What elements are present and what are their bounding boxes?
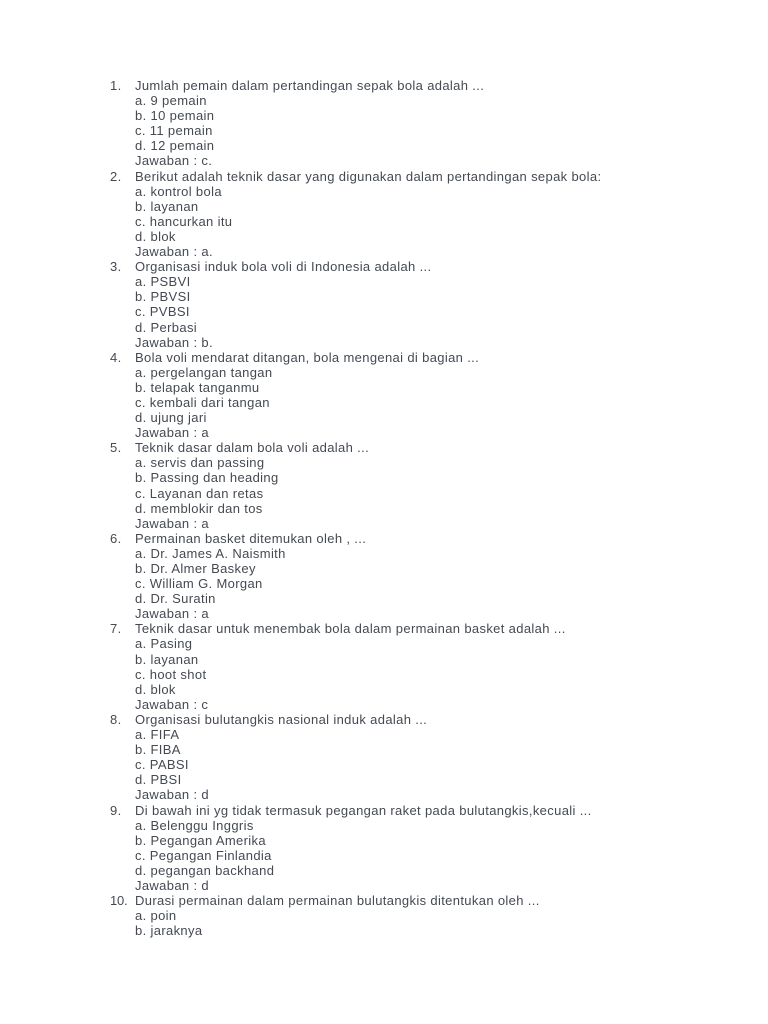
question-text: 6. Permainan basket ditemukan oleh , ... (110, 530, 367, 546)
question-list (110, 78, 730, 938)
question-text: 1. Jumlah pemain dalam pertandingan sepak bola adalah ... (110, 78, 485, 93)
question-item (110, 78, 730, 169)
option-a: a. FIFA (135, 727, 180, 743)
question-text: 4. Bola voli mendarat ditangan, bola mengenai di bagian ... (110, 349, 480, 365)
answer-line: Jawaban : a (135, 515, 209, 531)
question-item (110, 350, 730, 441)
option-d: d. memblokir dan tos (135, 500, 263, 516)
answer-line: Jawaban : a (135, 425, 209, 441)
question-item (110, 531, 730, 622)
option-a: a. poin (135, 908, 177, 924)
option-a: a. Pasing (135, 636, 193, 652)
option-a: a. servis dan passing (135, 455, 265, 471)
option-d: d. 12 pemain (135, 138, 215, 154)
option-b: b. layanan (135, 198, 199, 214)
option-d: d. blok (135, 681, 176, 697)
option-c: c. PABSI (135, 757, 189, 773)
question-number: 2. (110, 168, 122, 184)
answer-line: Jawaban : a. (135, 244, 213, 260)
question-text: 10. Durasi permainan dalam permainan bulutangkis ditentukan oleh ... (110, 893, 540, 909)
question-text: 3. Organisasi induk bola voli di Indonesia adalah ... (110, 259, 432, 275)
option-b: b. Dr. Almer Baskey (135, 561, 256, 576)
question-item (110, 621, 730, 712)
question-text: 5. Teknik dasar dalam bola voli adalah ... (110, 440, 370, 456)
question-number: 6. (110, 530, 122, 546)
question-number: 8. (110, 711, 122, 727)
question-item (110, 169, 730, 260)
question-text: 2. Berikut adalah teknik dasar yang digunakan dalam pertandingan sepak bola: (110, 168, 602, 184)
question-number: 9. (110, 802, 122, 818)
answer-line: Jawaban : a (135, 606, 209, 622)
question-text: 9. Di bawah ini yg tidak termasuk pegangan raket pada bulutangkis,kecuali ... (110, 802, 592, 818)
question-number: 7. (110, 621, 122, 637)
option-b: b. layanan (135, 651, 199, 667)
option-c: c. kembali dari tangan (135, 394, 270, 410)
question-number: 5. (110, 440, 122, 456)
question-text: 8. Organisasi bulutangkis nasional induk adalah ... (110, 711, 428, 727)
option-b: b. Passing dan heading (135, 470, 279, 486)
option-d: d. pegangan backhand (135, 862, 275, 878)
option-a: a. pergelangan tangan (135, 364, 273, 380)
answer-line: Jawaban : c. (135, 153, 213, 169)
option-c: c. 11 pemain (135, 123, 213, 139)
question-number: 4. (110, 349, 122, 365)
option-c: c. William G. Morgan (135, 576, 263, 592)
option-d: d. Perbasi (135, 319, 198, 335)
option-c: c. PVBSI (135, 304, 190, 320)
option-c: c. Layanan dan retas (135, 485, 264, 501)
option-a: a. Belenggu Inggris (135, 817, 254, 833)
option-a: a. 9 pemain (135, 93, 207, 109)
answer-line: Jawaban : d (135, 787, 209, 803)
option-c: c. hancurkan itu (135, 213, 233, 229)
option-b: b. jaraknya (135, 923, 203, 939)
option-c: c. hoot shot (135, 666, 207, 682)
option-b: b. 10 pemain (135, 108, 215, 124)
option-c: c. Pegangan Finlandia (135, 847, 272, 863)
option-b: b. Pegangan Amerika (135, 832, 266, 848)
question-item (110, 259, 730, 350)
option-a: a. Dr. James A. Naismith (135, 545, 286, 561)
question-item (110, 893, 730, 938)
answer-line: Jawaban : d (135, 877, 209, 893)
question-item (110, 440, 730, 531)
question-text: 7. Teknik dasar untuk menembak bola dalam permainan basket adalah ... (110, 621, 566, 637)
question-item (110, 803, 730, 894)
option-b: b. FIBA (135, 742, 181, 758)
question-item (110, 712, 730, 803)
answer-line: Jawaban : b. (135, 334, 213, 350)
option-a: a. kontrol bola (135, 183, 222, 199)
question-number: 1. (110, 78, 122, 93)
answer-line: Jawaban : c (135, 696, 209, 712)
option-d: d. blok (135, 228, 176, 244)
option-d: d. ujung jari (135, 410, 207, 426)
option-b: b. telapak tanganmu (135, 379, 260, 395)
question-number: 3. (110, 259, 122, 275)
option-a: a. PSBVI (135, 274, 191, 290)
option-d: d. Dr. Suratin (135, 591, 216, 607)
question-number: 10. (110, 893, 128, 909)
option-d: d. PBSI (135, 772, 182, 788)
option-b: b. PBVSI (135, 289, 191, 305)
